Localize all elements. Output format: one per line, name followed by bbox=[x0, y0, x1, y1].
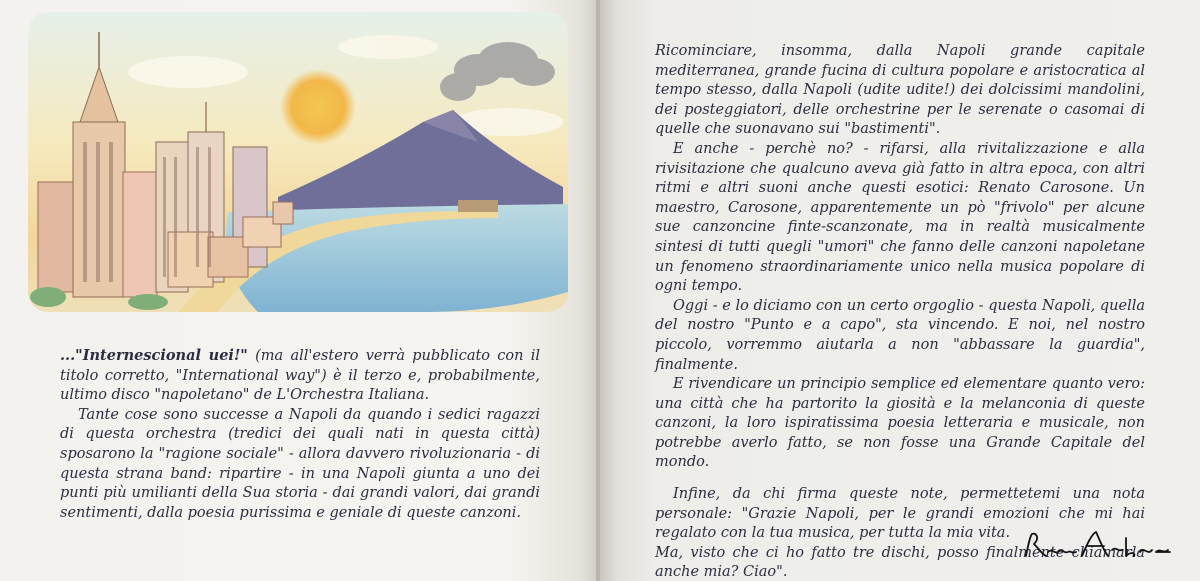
album-title: ..."Internescional uei!" bbox=[60, 347, 248, 364]
right-paragraph-1: Ricominciare, insomma, dalla Napoli grande capitale mediterranea, grande fucina di cultura popolare e aristocratica al tempo stesso, dalla Napoli (udite udite!) dei dolcissimi mandolini, dei posteggiatori, delle orchestrine per le serenate o casomai di quelle che suonavano sui "bastimenti". bbox=[655, 43, 1145, 138]
right-page bbox=[600, 0, 1200, 581]
left-paragraph-2: Tante cose sono successe a Napoli da quando i sedici ragazzi di questa orchestra (tredici dei quali nati in questa città) sposarono la "ragione sociale" - allora davvero rivoluzionaria - di questa strana band: ripartire - in una Napoli giunta a uno dei punti più umilianti della Sua storia - dai grandi valori, dai grandi sentimenti, dalla poesia purissima e geniale di queste canzoni. bbox=[60, 406, 540, 521]
right-paragraph-2: E anche - perchè no? - rifarsi, alla rivitalizzazione e alla rivisitazione che qualcuno aveva già fatto in altra epoca, con altri ritmi e altri suoni anche questi esotici: Renato Carosone. Un maestro, Carosone, apparentemente un pò "frivolo" per alcune sue canzoncine finte-scanzonate, ma in realtà musicalmente sintesi di tutti quegli "umori" che fanno delle canzoni napoletane un fenomeno straordinariamente unico nella musica popolare di ogni tempo. bbox=[655, 140, 1145, 295]
naples-illustration bbox=[28, 12, 568, 312]
right-body-text bbox=[655, 42, 1145, 581]
closing-paragraph-2: Ma, visto che ci ho fatto tre dischi, posso finalmente chiamarla anche mia? Ciao". bbox=[655, 544, 1145, 581]
right-paragraph-3: Oggi - e lo diciamo con un certo orgoglio - questa Napoli, quella del nostro "Punto e a capo", sta vincendo. E noi, nel nostro piccolo, vorremmo aiutarla a non "abbassare la guardia", finalmente. bbox=[655, 297, 1145, 373]
intro-paragraph bbox=[60, 346, 540, 406]
intro-rest: (ma all'estero verrà pubblicato con il titolo corretto, "International way") è il terzo e, probabilmente, ultimo disco "napoletano" de L'Orchestra Italiana. bbox=[60, 348, 541, 404]
right-paragraph-4: E rivendicare un principio semplice ed elementare quanto vero: una città che ha partorito la giosità e la melanconia di queste canzoni, la loro ispiratissima poesia letteraria e musicale, non potrebbe averlo fatto, se non fosse una Grande Capitale del mondo. bbox=[655, 376, 1145, 471]
closing-paragraph-1: Infine, da chi firma queste note, permettetemi una nota personale: "Grazie Napoli, per le grandi emozioni che mi hai regalato con la tua musica, per tutta la mia vita. bbox=[655, 486, 1145, 542]
signature-renzo-arbore bbox=[1018, 526, 1178, 566]
left-page bbox=[0, 0, 598, 581]
left-body-text bbox=[60, 346, 540, 523]
sun bbox=[280, 69, 356, 145]
